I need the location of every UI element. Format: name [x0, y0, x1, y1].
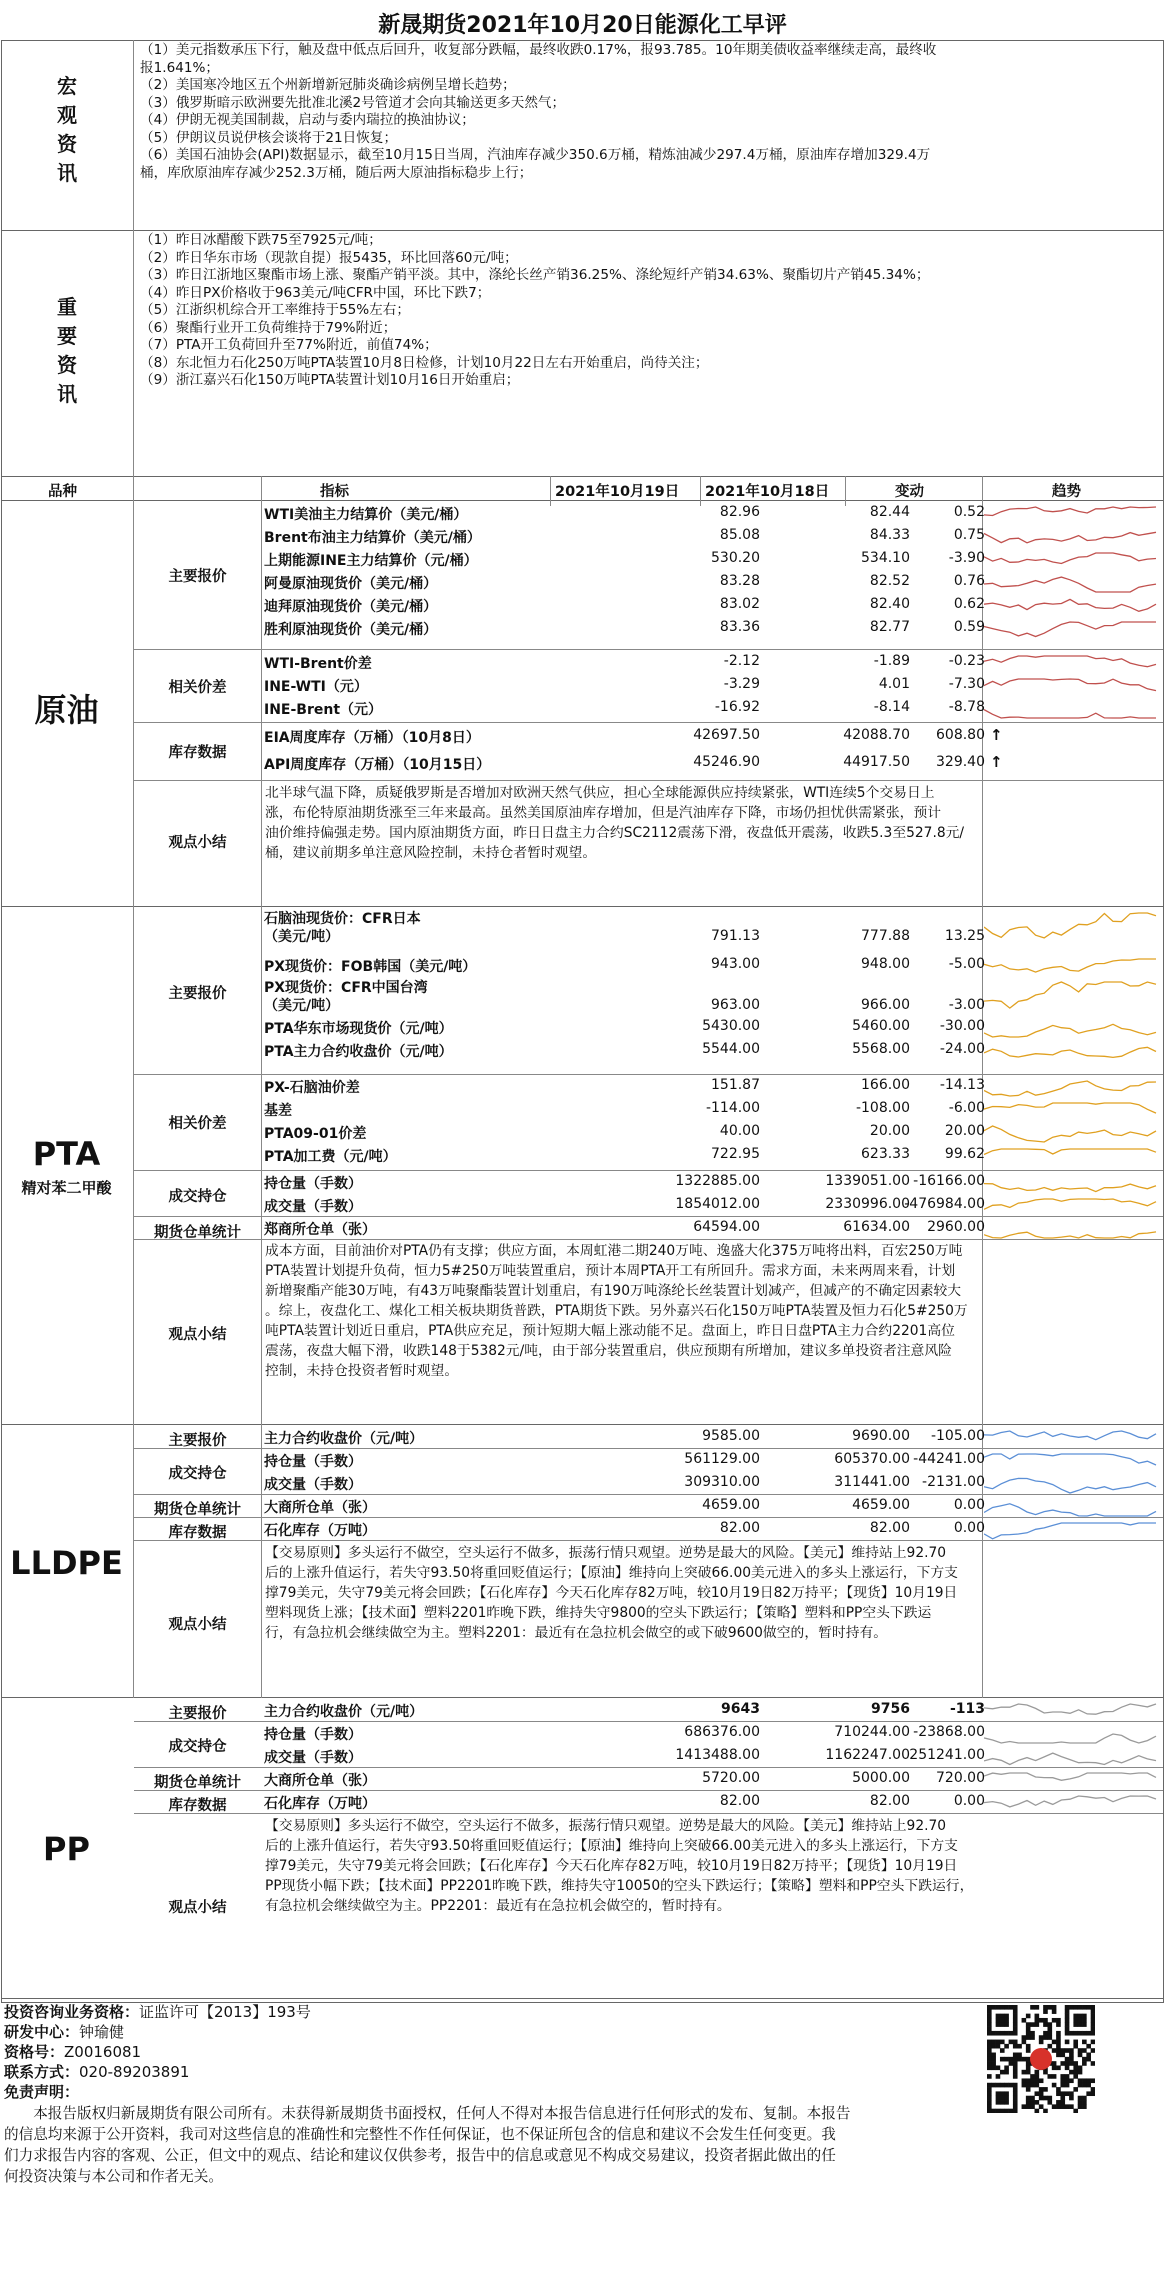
indicator-name: PX现货价：CFR中国台湾 （美元/吨）	[264, 980, 428, 1014]
indicator-name: PTA主力合约收盘价（元/吨）	[264, 1044, 453, 1060]
value-change: 0.76	[953, 573, 985, 589]
value-date-1: -114.00	[705, 1100, 760, 1116]
value-change: 0.52	[953, 504, 985, 520]
indicator-name: PTA华东市场现货价（元/吨）	[264, 1021, 453, 1037]
news-item: （5）伊朗议员说伊核会谈将于21日恢复；	[140, 129, 398, 146]
value-date-2: -108.00	[855, 1100, 910, 1116]
table-row	[262, 956, 985, 979]
table-row	[262, 504, 985, 527]
table-row	[262, 699, 985, 722]
value-date-2: 82.77	[869, 619, 910, 635]
divider	[1, 230, 1164, 231]
indicator-name: 大商所仓单（张）	[264, 1773, 376, 1789]
value-date-1: 9585.00	[702, 1428, 760, 1444]
indicator-name: 阿曼原油现货价（美元/桶）	[264, 576, 438, 592]
table-row	[262, 550, 985, 573]
news-item: 报1.641%；	[140, 59, 220, 76]
table-row	[262, 1770, 985, 1793]
trend-sparkline	[984, 1197, 1162, 1217]
indicator-name: 成交量（手数）	[264, 1750, 362, 1766]
group-price: 主要报价	[168, 1433, 227, 1449]
value-date-2: 2330996.00	[825, 1196, 910, 1212]
macro-news	[140, 42, 1160, 182]
value-date-1: 85.08	[719, 527, 760, 543]
trend-sparkline	[984, 1019, 1162, 1039]
value-date-1: 561129.00	[684, 1451, 760, 1467]
divider	[550, 476, 551, 506]
group-receipt: 期货仓单统计	[154, 1775, 241, 1791]
trend-sparkline	[984, 1101, 1162, 1121]
value-date-1: 530.20	[711, 550, 760, 566]
value-date-2: 82.44	[869, 504, 910, 520]
value-change: 608.80	[936, 727, 985, 743]
table-row	[262, 1474, 985, 1497]
table-row	[262, 1100, 985, 1123]
group-receipt: 期货仓单统计	[154, 1225, 241, 1241]
news-item: （6）聚酯行业开工负荷维持于79%附近；	[140, 319, 397, 336]
divider	[1, 1697, 1164, 1698]
indicator-name: PTA09-01价差	[264, 1126, 367, 1142]
value-date-1: 722.95	[711, 1146, 760, 1162]
value-change: 0.62	[953, 596, 985, 612]
pp-view: 【交易原则】多头运行不做空，空头运行不做多，振荡行情只观望。逆势是最大的风险。【美元】维持站上92.70 后的上涨升值运行，若失守93.50将重回贬值运行；【原油】维持向上突破66.00美元进入的多头上涨运行，下方支 撑79美元，失守79美元将会回跌；【石化库存】今天石化库存82万吨，较10月19日82万持平；【现货】10月19日 PP现货小幅下跌；【技术面】PP2201昨晚下跌，维持失守10050的空头下跌运行；【策略】塑料和PP空头下跌运行， 有急拉机会继续做空为主。PP2201：最近有在急拉机会做空的，暂时持有。	[265, 1818, 974, 1914]
product-pta: PTA	[32, 1135, 101, 1173]
value-change: 720.00	[936, 1770, 985, 1786]
value-date-2: 82.40	[869, 596, 910, 612]
value-date-2: -1.89	[873, 653, 910, 669]
value-date-1: 963.00	[711, 997, 760, 1013]
table-row	[262, 1018, 985, 1041]
pta-view: 成本方面，目前油价对PTA仍有支撑；供应方面，本周虹港二期240万吨、逸盛大化375万吨将出料，百宏250万吨 PTA装置计划提升负荷，恒力5#250万吨装置重启，预计本周PTA开工有所回升。需求方面，未来两周来看，计划 新增聚酯产能30万吨，有43万吨聚酯装置计划重启，有190万吨涤纶长丝装置计划减产，但减产的不确定因素较大 。综上，夜盘化工、煤化工相关板块期货普跌，PTA期货下跌。另外嘉兴石化150万吨PTA装置及恒力石化5#250万 吨PTA装置计划近日重启，PTA供应充足，预计短期大幅上涨动能不足。盘面上，昨日日盘PTA主力合约2201高位 震荡，夜盘大幅下滑，收跌148于5382元/吨，由于部分装置重启，供应预期有所增加，建议多单投资者注意风险 控制，未持仓投资者暂时观望。	[265, 1243, 968, 1379]
trend-sparkline	[984, 1147, 1162, 1167]
important-news	[140, 232, 1160, 390]
trend-sparkline	[984, 654, 1162, 674]
value-change: 20.00	[944, 1123, 985, 1139]
indicator-name: 石化库存（万吨）	[264, 1796, 376, 1812]
group-volume: 成交持仓	[168, 1739, 227, 1755]
divider	[1, 1424, 1164, 1425]
value-date-2: 166.00	[861, 1077, 910, 1093]
indicator-name: WTI-Brent价差	[264, 656, 372, 672]
divider	[1, 1998, 1164, 1999]
header-date-1: 2021年10月19日	[555, 484, 680, 500]
indicator-name: 持仓量（手数）	[264, 1727, 362, 1743]
indicator-name: 成交量（手数）	[264, 1477, 362, 1493]
trend-sparkline	[984, 528, 1162, 548]
value-change: -8.78	[948, 699, 985, 715]
value-change: -2131.00	[922, 1474, 985, 1490]
table-row	[262, 527, 985, 550]
table-row	[262, 1146, 985, 1169]
news-item: （1）美元指数承压下行，触及盘中低点后回升，收复部分跌幅，最终收跌0.17%，报93.785。10年期美债收益率继续走高，最终收	[140, 42, 937, 58]
group-spread: 相关价差	[168, 1116, 227, 1132]
trend-sparkline	[984, 1078, 1162, 1098]
indicator-name: 胜利原油现货价（美元/桶）	[264, 622, 438, 638]
trend-sparkline	[984, 551, 1162, 571]
value-change: -6.00	[948, 1100, 985, 1116]
value-change: -44241.00	[913, 1451, 985, 1467]
value-date-2: 534.10	[861, 550, 910, 566]
value-change: -5.00	[948, 956, 985, 972]
value-date-2: 710244.00	[834, 1724, 910, 1740]
group-price: 主要报价	[168, 569, 227, 585]
indicator-name: 基差	[264, 1103, 292, 1119]
table-row	[262, 1701, 985, 1724]
value-date-1: 5544.00	[702, 1041, 760, 1057]
value-date-2: 82.00	[869, 1520, 910, 1536]
table-row	[262, 1793, 985, 1816]
value-date-1: 82.00	[719, 1520, 760, 1536]
trend-sparkline	[984, 620, 1162, 640]
indicator-name: PX现货价：FOB韩国（美元/吨）	[264, 959, 477, 975]
trend-sparkline	[984, 1725, 1162, 1745]
table-row	[262, 754, 985, 777]
trend-sparkline	[984, 1042, 1162, 1062]
trend-sparkline	[984, 1220, 1162, 1240]
value-date-2: 948.00	[861, 956, 910, 972]
value-date-2: 777.88	[861, 928, 910, 944]
indicator-name: 迪拜原油现货价（美元/桶）	[264, 599, 438, 615]
news-item: （9）浙江嘉兴石化150万吨PTA装置计划10月16日开始重启；	[140, 372, 520, 388]
up-arrow-icon: ↑	[990, 726, 1003, 744]
value-change: -3.90	[948, 550, 985, 566]
value-date-2: -8.14	[873, 699, 910, 715]
value-change: 251241.00	[909, 1747, 985, 1763]
trend-sparkline	[984, 597, 1162, 617]
divider	[700, 476, 701, 506]
table-row	[262, 1428, 985, 1451]
value-change: -14.13	[939, 1077, 985, 1093]
divider	[1, 476, 1164, 477]
product-lldpe: LLDPE	[10, 1544, 123, 1582]
table-row	[262, 1747, 985, 1770]
news-item: （4）昨日PX价格收于963美元/吨CFR中国，环比下跌7；	[140, 284, 491, 301]
value-date-1: 151.87	[711, 1077, 760, 1093]
value-change: 0.00	[953, 1793, 985, 1809]
group-view: 观点小结	[168, 1900, 227, 1916]
trend-sparkline	[984, 1521, 1162, 1541]
divider	[1, 906, 1164, 907]
table-row	[262, 596, 985, 619]
value-date-1: 83.02	[719, 596, 760, 612]
value-date-1: -2.12	[723, 653, 760, 669]
indicator-name: INE-Brent（元）	[264, 702, 383, 718]
indicator-name: WTI美油主力结算价（美元/桶）	[264, 507, 468, 523]
group-stock: 库存数据	[168, 745, 227, 761]
value-change: 0.59	[953, 619, 985, 635]
up-arrow-icon: ↑	[990, 753, 1003, 771]
value-change: -105.00	[930, 1428, 985, 1444]
indicator-name: API周度库存（万桶）（10月15日）	[264, 757, 491, 773]
table-row	[262, 653, 985, 676]
value-date-1: 83.36	[719, 619, 760, 635]
value-change: 0.75	[953, 527, 985, 543]
news-item: （2）美国寒冷地区五个州新增新冠肺炎确诊病例呈增长趋势；	[140, 77, 516, 93]
table-row	[262, 979, 985, 1015]
value-change: 329.40	[936, 754, 985, 770]
indicator-name: 石化库存（万吨）	[264, 1523, 376, 1539]
trend-sparkline	[984, 1452, 1162, 1472]
table-row	[262, 1196, 985, 1219]
disclaimer: 本报告版权归新晟期货有限公司所有。未获得新晟期货书面授权，任何人不得对本报告信息进行任何形式的发布、复制。本报告 的信息均来源于公开资料，我司对这些信息的准确性和完整性不作任何保证，也不保证所包含的信息和建议不会发生任何变更。我 们力求报告内容的客观、公正，但文中的观点、结论和建议仅供参考，报告中的信息或意见不构成交易建议，投资者据此做出的任 何投资决策与本公司和作者无关。	[4, 2105, 851, 2185]
trend-sparkline	[984, 1174, 1162, 1194]
product-pta-subname: 精对苯二甲酸	[21, 1179, 112, 1197]
table-row	[262, 1520, 985, 1543]
header-date-2: 2021年10月18日	[705, 484, 830, 500]
value-date-2: 966.00	[861, 997, 910, 1013]
value-change: -3.00	[948, 997, 985, 1013]
value-change: 0.00	[953, 1520, 985, 1536]
value-change: 2960.00	[927, 1219, 985, 1235]
value-date-1: 9643	[721, 1701, 760, 1717]
trend-sparkline	[984, 1475, 1162, 1495]
value-date-2: 9756	[871, 1701, 910, 1717]
news-item: （5）江浙织机综合开工率维持于55%左右；	[140, 302, 410, 318]
value-date-1: 791.13	[711, 928, 760, 944]
value-date-1: 1413488.00	[675, 1747, 760, 1763]
indicator-name: PTA加工费（元/吨）	[264, 1149, 397, 1165]
value-change: -476984.00	[904, 1196, 985, 1212]
trend-sparkline	[984, 1429, 1162, 1449]
value-date-1: 64594.00	[693, 1219, 760, 1235]
value-change: -0.23	[948, 653, 985, 669]
group-spread: 相关价差	[168, 680, 227, 696]
value-change: -7.30	[948, 676, 985, 692]
value-date-2: 605370.00	[834, 1451, 910, 1467]
news-item: （4）伊朗无视美国制裁，启动与委内瑞拉的换油协议；	[140, 112, 475, 128]
news-item: 桶，库欣原油库存减少252.3万桶，随后两大原油指标稳步上行；	[140, 164, 533, 181]
indicator-name: 主力合约收盘价（元/吨）	[264, 1704, 424, 1720]
trend-sparkline	[984, 957, 1162, 977]
product-crude: 原油	[34, 691, 99, 729]
trend-sparkline	[984, 677, 1162, 697]
value-date-2: 5460.00	[852, 1018, 910, 1034]
trend-sparkline	[984, 574, 1162, 594]
qr-code-icon	[987, 2005, 1095, 2113]
value-date-1: 5720.00	[702, 1770, 760, 1786]
value-date-2: 4.01	[878, 676, 910, 692]
value-date-2: 42088.70	[843, 727, 910, 743]
trend-sparkline	[984, 1124, 1162, 1144]
value-date-1: 40.00	[719, 1123, 760, 1139]
value-date-1: -16.92	[714, 699, 760, 715]
value-date-1: 45246.90	[693, 754, 760, 770]
value-date-1: 4659.00	[702, 1497, 760, 1513]
value-change: -24.00	[939, 1041, 985, 1057]
crude-view: 北半球气温下降，质疑俄罗斯是否增加对欧洲天然气供应，担心全球能源供应持续紧张，WTI连续5个交易日上 涨，布伦特原油期货涨至三年来最高。虽然美国原油库存增加，但是汽油库存下降，市场仍担忧供需紧张，预计 油价维持偏强走势。国内原油期货方面，昨日日盘主力合约SC2112震荡下滑，夜盘低开震荡，收跌5.3至527.8元/ 桶，建议前期多单注意风险控制，未持仓者暂时观望。	[265, 785, 965, 861]
table-row	[262, 676, 985, 699]
value-date-1: 1854012.00	[675, 1196, 760, 1212]
indicator-name: Brent布油主力结算价（美元/桶）	[264, 530, 481, 546]
value-change: 0.00	[953, 1497, 985, 1513]
trend-sparkline	[984, 1748, 1162, 1768]
table-row	[262, 1219, 985, 1242]
value-date-1: 943.00	[711, 956, 760, 972]
value-change: 99.62	[944, 1146, 985, 1162]
table-row	[262, 1041, 985, 1064]
value-date-2: 4659.00	[852, 1497, 910, 1513]
value-change: -16166.00	[913, 1173, 985, 1189]
value-date-1: 686376.00	[684, 1724, 760, 1740]
footer-info: 投资咨询业务资格：证监许可【2013】193号 研发中心：钟瑜健 资格号：Z0016081 联系方式：020-89203891 免责声明：	[4, 2003, 311, 2101]
trend-sparkline	[984, 911, 1162, 945]
value-date-1: 82.00	[719, 1793, 760, 1809]
value-date-2: 44917.50	[843, 754, 910, 770]
table-row	[262, 1497, 985, 1520]
group-receipt: 期货仓单统计	[154, 1502, 241, 1518]
indicator-name: EIA周度库存（万桶）（10月8日）	[264, 730, 480, 746]
trend-sparkline	[984, 1702, 1162, 1722]
report-title: 新晟期货2021年10月20日能源化工早评	[378, 13, 787, 38]
table-row	[262, 727, 985, 750]
value-date-1: 83.28	[719, 573, 760, 589]
group-price: 主要报价	[168, 986, 227, 1002]
value-date-1: 42697.50	[693, 727, 760, 743]
value-date-2: 1339051.00	[825, 1173, 910, 1189]
group-stock: 库存数据	[168, 1798, 227, 1814]
value-date-1: 5430.00	[702, 1018, 760, 1034]
value-date-2: 82.52	[869, 573, 910, 589]
trend-sparkline	[984, 1794, 1162, 1814]
indicator-name: 郑商所仓单（张）	[264, 1222, 376, 1238]
value-date-2: 5000.00	[852, 1770, 910, 1786]
value-change: -30.00	[939, 1018, 985, 1034]
table-row	[262, 619, 985, 642]
group-view: 观点小结	[168, 1327, 227, 1343]
news-item: （3）俄罗斯暗示欧洲要先批准北溪2号管道才会向其输送更多天然气；	[140, 94, 566, 111]
value-date-2: 9690.00	[852, 1428, 910, 1444]
news-item: （3）昨日江浙地区聚酯市场上涨、聚酯产销平淡。其中，涤纶长丝产销36.25%、涤纶短纤产销34.63%、聚酯切片产销45.34%；	[140, 267, 930, 283]
indicator-name: 持仓量（手数）	[264, 1176, 362, 1192]
news-item: （1）昨日冰醋酸下跌75至7925元/吨；	[140, 232, 382, 248]
trend-sparkline	[984, 980, 1162, 1014]
group-price: 主要报价	[168, 1706, 227, 1722]
indicator-name: PX-石脑油价差	[264, 1080, 360, 1096]
product-pp: PP	[43, 1830, 90, 1868]
group-stock: 库存数据	[168, 1525, 227, 1541]
trend-sparkline	[984, 1771, 1162, 1791]
table-row	[262, 1173, 985, 1196]
table-row	[262, 910, 985, 946]
value-date-2: 82.00	[869, 1793, 910, 1809]
indicator-name: 大商所仓单（张）	[264, 1500, 376, 1516]
indicator-name: 石脑油现货价：CFR日本 （美元/吨）	[264, 911, 421, 945]
news-item: （8）东北恒力石化250万吨PTA装置10月8日检修，计划10月22日左右开始重启，尚待关注；	[140, 354, 709, 371]
value-change: 13.25	[944, 928, 985, 944]
table-row	[262, 573, 985, 596]
trend-sparkline	[984, 700, 1162, 720]
value-date-2: 1162247.00	[825, 1747, 910, 1763]
header-change: 变动	[895, 484, 924, 500]
value-date-1: 1322885.00	[675, 1173, 760, 1189]
value-date-1: 82.96	[719, 504, 760, 520]
header-trend: 趋势	[1052, 484, 1081, 500]
news-item: （2）昨日华东市场（现款自提）报5435，环比回落60元/吨；	[140, 249, 518, 266]
important-label: 重 要 资 讯	[57, 295, 77, 406]
indicator-name: 上期能源INE主力结算价（元/桶）	[264, 553, 478, 569]
table-row	[262, 1724, 985, 1747]
divider	[845, 476, 846, 506]
value-date-2: 623.33	[861, 1146, 910, 1162]
header-variety: 品种	[48, 484, 77, 500]
value-date-1: -3.29	[723, 676, 760, 692]
value-date-2: 5568.00	[852, 1041, 910, 1057]
indicator-name: 主力合约收盘价（元/吨）	[264, 1431, 424, 1447]
group-volume: 成交持仓	[168, 1189, 227, 1205]
value-date-2: 20.00	[869, 1123, 910, 1139]
indicator-name: INE-WTI（元）	[264, 679, 368, 695]
group-view: 观点小结	[168, 1617, 227, 1633]
value-date-2: 61634.00	[843, 1219, 910, 1235]
lldpe-view: 【交易原则】多头运行不做空，空头运行不做多，振荡行情只观望。逆势是最大的风险。【美元】维持站上92.70 后的上涨升值运行，若失守93.50将重回贬值运行；【原油】维持向上突破66.00美元进入的多头上涨运行，下方支 撑79美元，失守79美元将会回跌；【石化库存】今天石化库存82万吨，较10月19日82万持平；【现货】10月19日 塑料现货上涨；【技术面】塑料2201昨晚下跌，维持失守9800的空头下跌运行；【策略】塑料和PP空头下跌运 行，有急拉机会继续做空为主。塑料2201：最近有在急拉机会做空的或下破9600做空的，暂时持有。	[265, 1545, 958, 1641]
news-item: （6）美国石油协会(API)数据显示，截至10月15日当周，汽油库存减少350.6万桶，精炼油减少297.4万桶，原油库存增加329.4万	[140, 147, 931, 163]
value-date-2: 84.33	[869, 527, 910, 543]
table-row	[262, 1451, 985, 1474]
table-row	[262, 1123, 985, 1146]
table-row	[262, 1077, 985, 1100]
trend-sparkline	[984, 1498, 1162, 1518]
news-item: （7）PTA开工负荷回升至77%附近，前值74%；	[140, 337, 438, 353]
header-indicator: 指标	[320, 484, 349, 500]
value-change: -113	[949, 1701, 985, 1717]
value-date-1: 309310.00	[684, 1474, 760, 1490]
indicator-name: 持仓量（手数）	[264, 1454, 362, 1470]
value-change: -23868.00	[913, 1724, 985, 1740]
group-volume: 成交持仓	[168, 1466, 227, 1482]
macro-label: 宏 观 资 讯	[57, 74, 77, 185]
group-view: 观点小结	[168, 835, 227, 851]
value-date-2: 311441.00	[834, 1474, 910, 1490]
trend-sparkline	[984, 505, 1162, 525]
indicator-name: 成交量（手数）	[264, 1199, 362, 1215]
